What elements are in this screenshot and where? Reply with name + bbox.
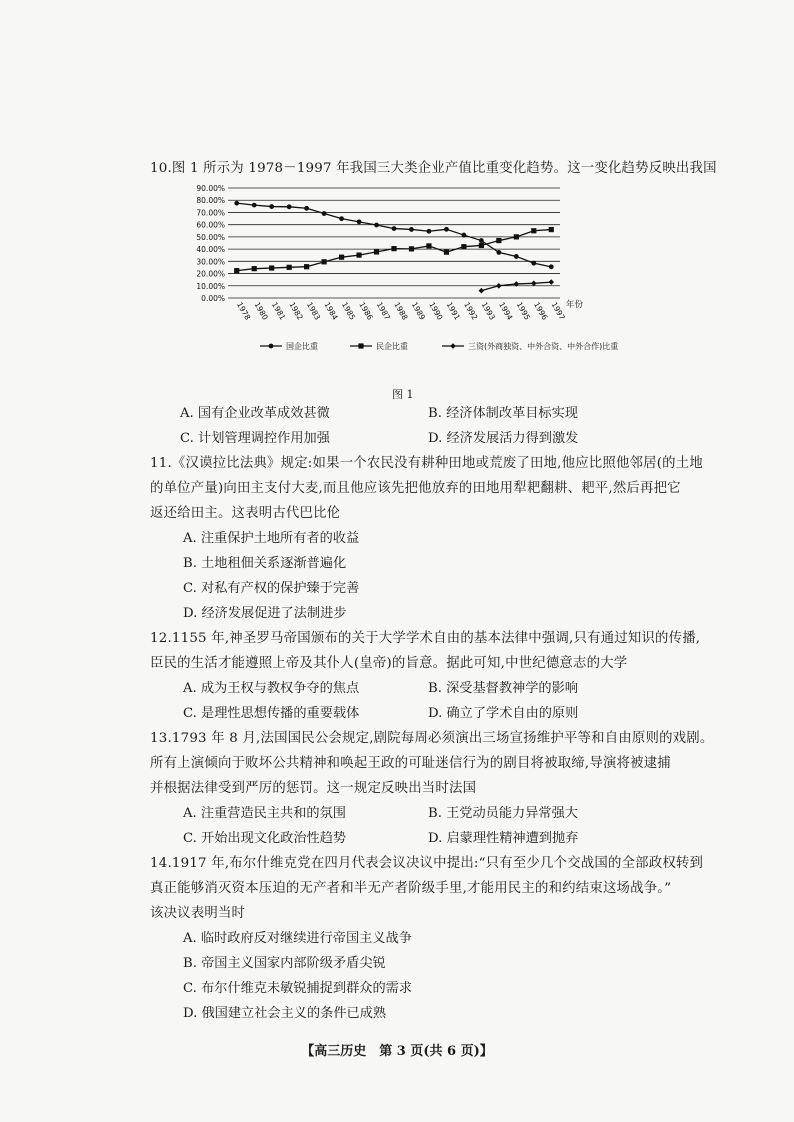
x-tick-label: 1985 (339, 300, 358, 322)
data-point (426, 243, 431, 248)
x-tick-label: 1982 (287, 300, 305, 322)
x-tick-label: 1995 (514, 300, 532, 322)
data-point (479, 238, 484, 243)
q13-option-b: B. 王党动员能力异常强大 (428, 806, 578, 821)
y-tick-label: 0.00% (201, 294, 225, 303)
q13-stem-line-2: 所有上演倾向于败坏公共精神和唤起王政的可耻迷信行为的剧目将被取缔,导演将被逮捕 (150, 756, 671, 771)
q14-stem-line-2: 真正能够消灭资本压迫的无产者和半无产者阶级手里,才能用民主的和约结束这场战争。” (150, 881, 672, 896)
data-point (269, 265, 274, 270)
q12-option-b: B. 深受基督教神学的影响 (428, 681, 578, 696)
figure-caption: 图 1 (392, 388, 414, 401)
y-tick-label: 40.00% (196, 245, 225, 255)
data-point (357, 219, 362, 224)
page-footer: 【高三历史 第 3 页(共 6 页)】 (301, 1044, 493, 1059)
legend-marker (450, 343, 456, 349)
x-axis-label: 年份 (566, 300, 584, 310)
q12-stem-line-2: 臣民的生活才能遵照上帝及其仆人(皇帝)的旨意。据此可知,中世纪德意志的大学 (150, 656, 628, 671)
data-point (409, 246, 414, 251)
y-tick-label: 80.00% (196, 196, 225, 206)
q10-option-c: C. 计划管理调控作用加强 (180, 431, 330, 446)
q11-option-d: D. 经济发展促进了法制进步 (183, 606, 347, 621)
q11-stem-line-3: 返还给田主。这表明古代巴比伦 (150, 506, 341, 521)
data-point (461, 244, 466, 249)
data-point (496, 283, 502, 289)
data-point (269, 204, 274, 209)
q13-option-d: D. 启蒙理性精神遭到抛弃 (428, 831, 579, 846)
y-tick-label: 10.00% (196, 281, 225, 291)
data-point (531, 228, 536, 233)
q11-option-b: B. 土地租佃关系逐渐普遍化 (183, 556, 347, 571)
q10-stem: 10.图 1 所示为 1978－1997 年我国三大类企业产值比重变化趋势。这一变化趋势反映出我国 (150, 161, 717, 176)
data-point (287, 265, 292, 270)
data-point (548, 279, 554, 285)
data-point (392, 226, 397, 231)
y-tick-label: 70.00% (196, 208, 225, 218)
data-point (287, 204, 292, 209)
figure-1-line-chart (180, 180, 619, 380)
x-tick-label: 1989 (409, 300, 428, 322)
q12-stem-line-1: 12.1155 年,神圣罗马帝国颁布的关于大学学术自由的基本法律中强调,只有通过知识的传播, (150, 631, 701, 646)
data-point (322, 259, 327, 264)
data-point (531, 261, 536, 266)
q13-option-a: A. 注重营造民主共和的氛围 (183, 806, 346, 821)
x-tick-label: 1987 (374, 300, 393, 322)
legend-marker (358, 343, 363, 348)
data-point (252, 203, 257, 208)
y-tick-label: 90.00% (196, 184, 225, 193)
y-tick-label: 20.00% (196, 269, 225, 279)
y-tick-label: 50.00% (196, 232, 225, 242)
x-tick-label: 1988 (392, 300, 410, 322)
data-point (374, 249, 379, 254)
x-tick-label: 1994 (497, 300, 515, 322)
data-point (496, 238, 501, 243)
x-tick-label: 1986 (357, 300, 375, 322)
x-tick-label: 1992 (462, 300, 480, 322)
q10-option-d: D. 经济发展活力得到激发 (428, 431, 579, 446)
q13-stem-line-1: 13.1793 年 8 月,法国国民公会规定,剧院每周必须演出三场宣扬维护平等和自由原则的戏剧。 (150, 731, 714, 746)
data-point (234, 268, 239, 273)
x-tick-label: 1984 (322, 300, 340, 322)
legend-label: 三资(外商独资、中外合资、中外合作)比重 (468, 342, 619, 351)
x-tick-label: 1996 (532, 300, 550, 322)
data-point (391, 246, 396, 251)
q12-option-a: A. 成为王权与教权争夺的焦点 (183, 681, 360, 696)
y-tick-label: 30.00% (196, 257, 225, 267)
q14-option-d: D. 俄国建立社会主义的条件已成熟 (183, 1006, 387, 1021)
q11-stem-line-2: 的单位产量)向田主支付大麦,而且他应该先把他放弃的田地用犁耙翻耕、耙平,然后再把它 (150, 481, 681, 496)
q11-stem-line-1: 11.《汉谟拉比法典》规定:如果一个农民没有耕种田地或荒废了田地,他应比照他邻居(的土地 (150, 456, 703, 471)
q14-option-a: A. 临时政府反对继续进行帝国主义战争 (183, 931, 412, 946)
x-tick-label: 1993 (479, 300, 497, 322)
x-tick-label: 1997 (549, 300, 567, 322)
x-tick-label: 1978 (235, 300, 253, 322)
q10-option-a: A. 国有企业改革成效甚微 (180, 406, 330, 421)
data-point (356, 253, 361, 258)
data-point (514, 254, 519, 259)
data-point (339, 216, 344, 221)
q11-option-a: A. 注重保护土地所有者的收益 (183, 531, 360, 546)
q14-option-c: C. 布尔什维克未敏锐捕捉到群众的需求 (183, 981, 413, 996)
q14-stem-line-1: 14.1917 年,布尔什维克党在四月代表会议决议中提出:“只有至少几个交战国的全部政权转到 (150, 856, 704, 871)
data-point (252, 266, 257, 271)
legend-label: 国企比重 (286, 342, 318, 351)
x-tick-label: 1980 (252, 300, 270, 322)
data-point (304, 206, 309, 211)
q10-option-b: B. 经济体制改革目标实现 (428, 406, 578, 421)
data-point (427, 229, 432, 234)
q13-stem-line-3: 并根据法律受到严厉的惩罚。这一规定反映出当时法国 (150, 781, 477, 796)
y-tick-label: 60.00% (196, 220, 225, 230)
q14-stem-line-3: 该决议表明当时 (150, 906, 246, 921)
data-point (444, 227, 449, 232)
legend-marker (269, 344, 274, 349)
x-tick-label: 1983 (304, 300, 323, 322)
q14-option-b: B. 帝国主义国家内部阶级矛盾尖锐 (183, 956, 386, 971)
x-tick-label: 1981 (269, 300, 288, 322)
data-point (479, 243, 484, 248)
q12-option-d: D. 确立了学术自由的原则 (428, 706, 579, 721)
data-point (234, 201, 239, 206)
x-tick-label: 1991 (444, 300, 463, 322)
data-point (496, 250, 501, 255)
data-point (374, 223, 379, 228)
data-point (479, 288, 485, 294)
q11-option-c: C. 对私有产权的保护臻于完善 (183, 581, 360, 596)
data-point (322, 211, 327, 216)
data-point (444, 250, 449, 255)
data-point (304, 264, 309, 269)
data-point (409, 227, 414, 232)
legend-label: 民企比重 (376, 342, 408, 351)
data-point (531, 281, 537, 287)
data-point (549, 264, 554, 269)
q12-option-c: C. 是理性思想传播的重要载体 (183, 706, 360, 721)
data-point (549, 227, 554, 232)
q13-option-c: C. 开始出现文化政治性趋势 (183, 831, 347, 846)
data-point (514, 234, 519, 239)
x-tick-label: 1990 (427, 300, 445, 322)
data-point (339, 255, 344, 260)
data-point (461, 233, 466, 238)
